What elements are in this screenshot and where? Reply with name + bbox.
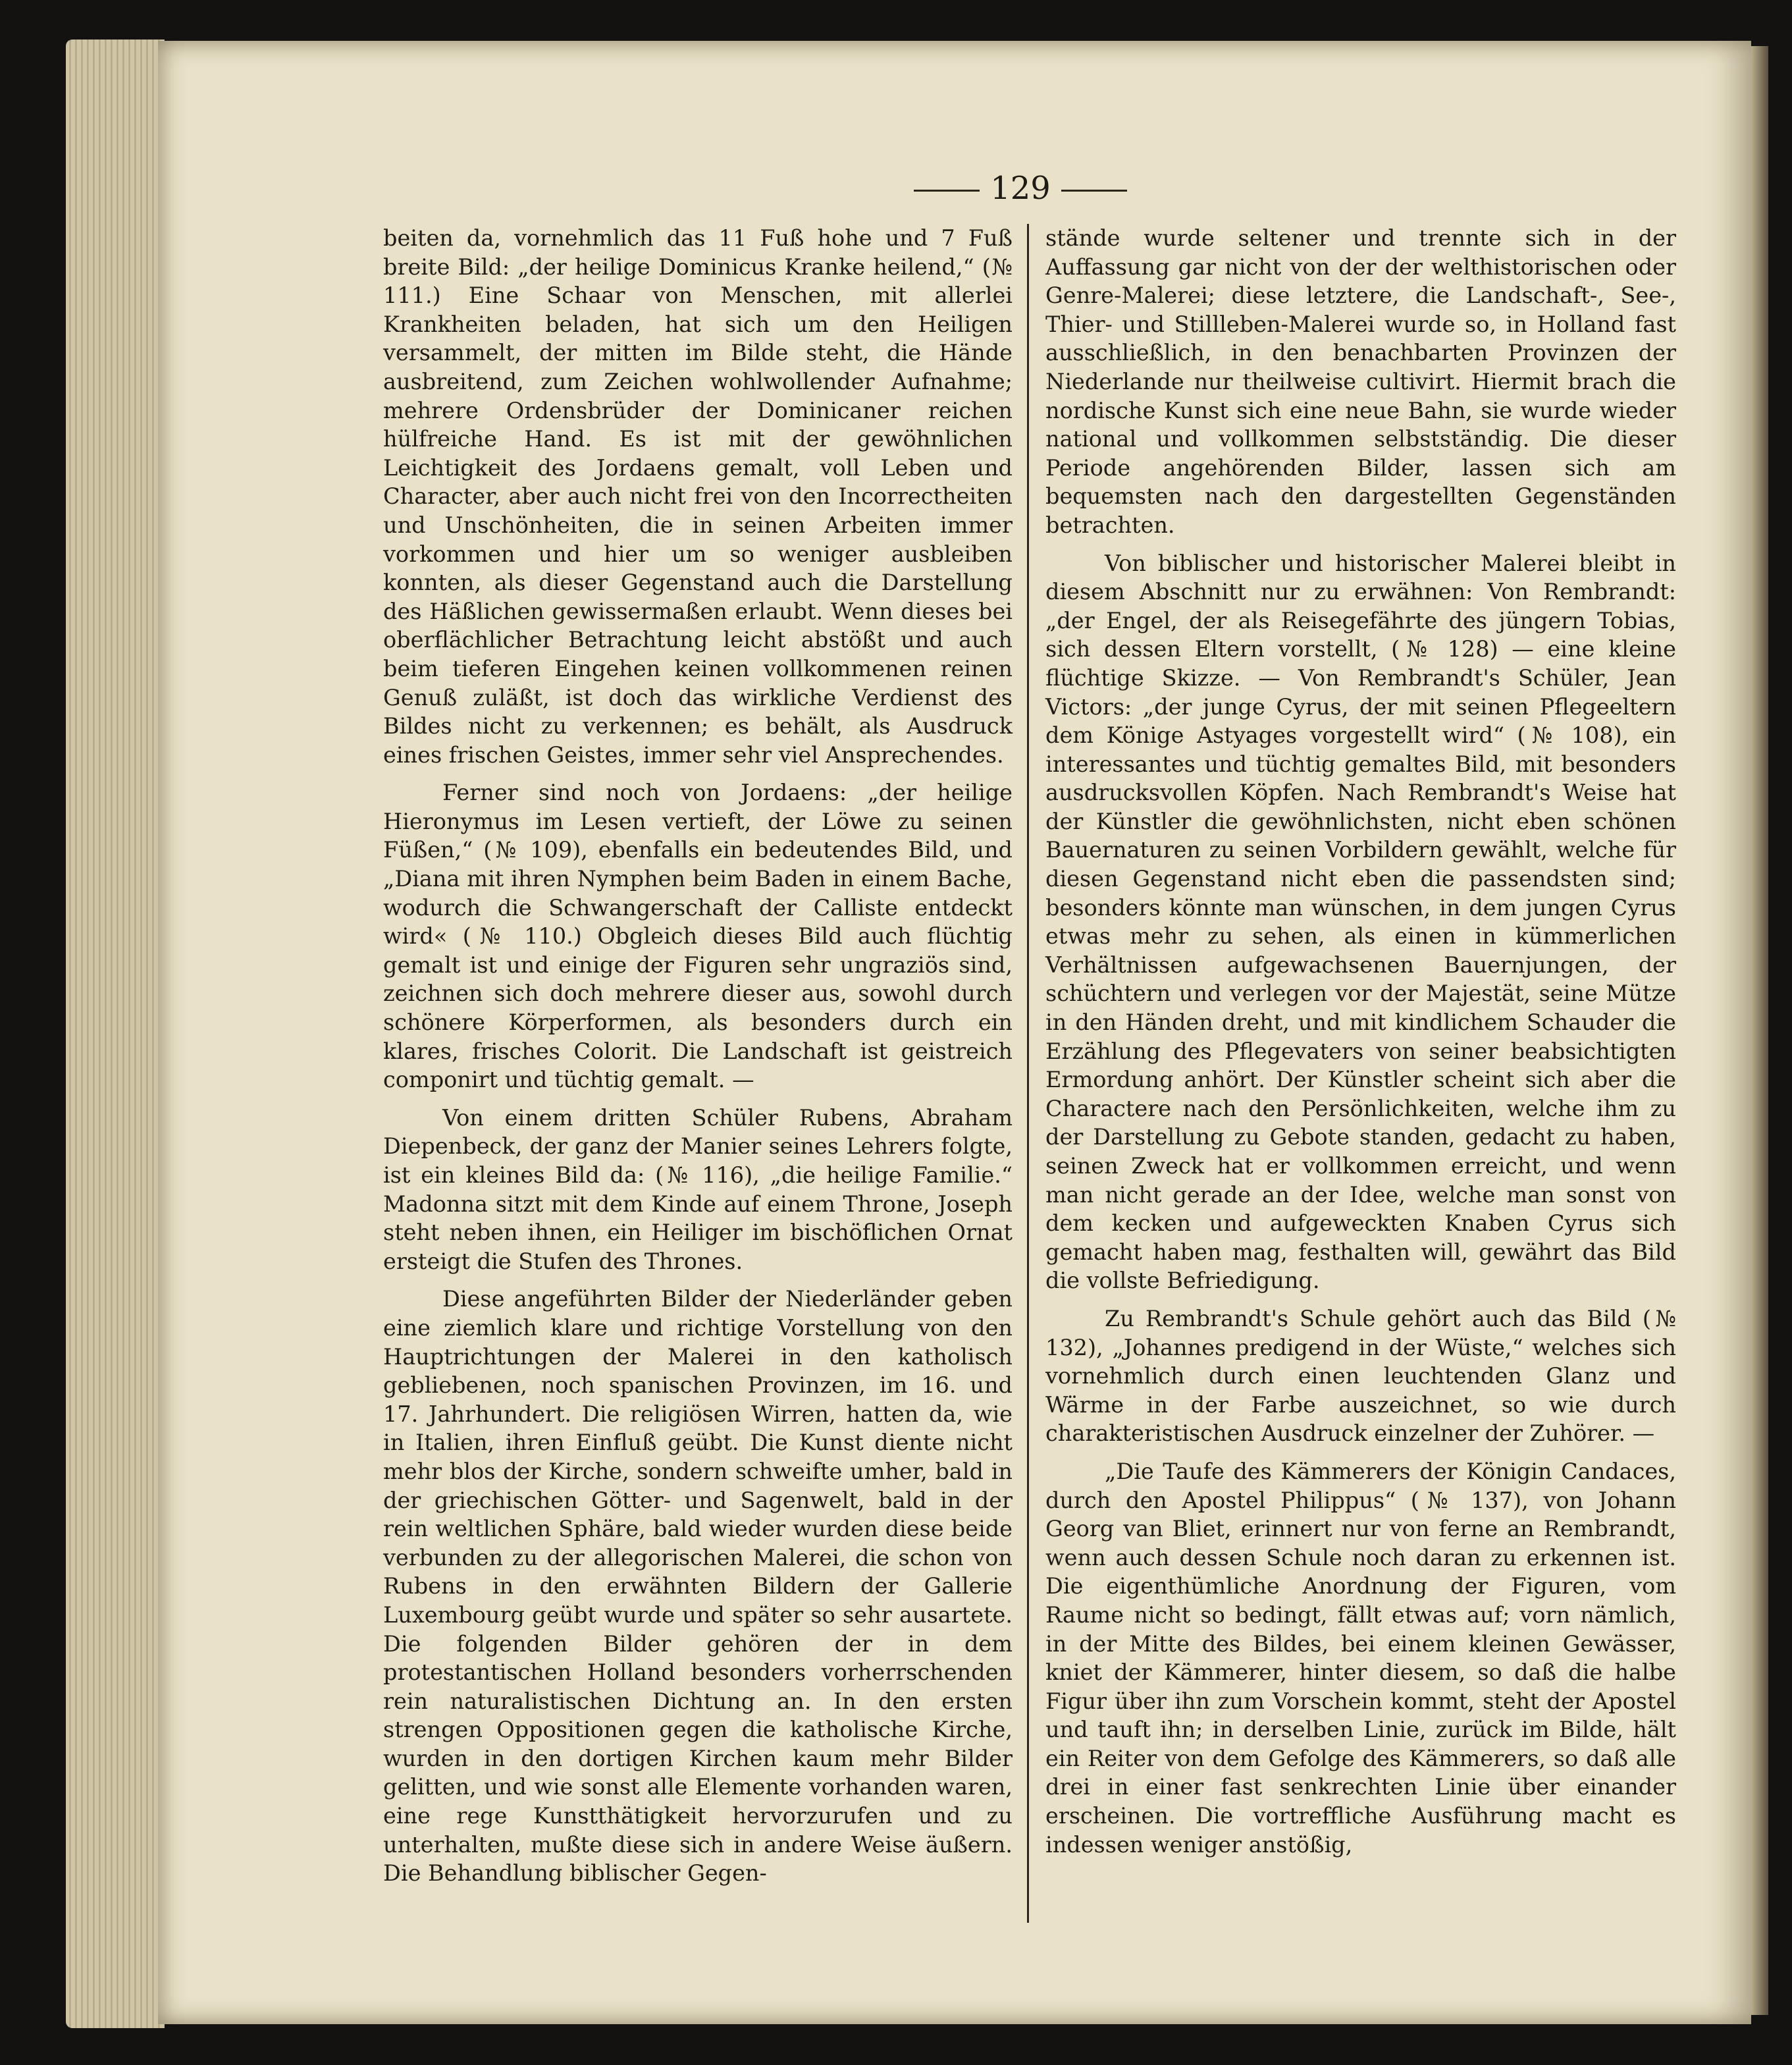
paragraph: Diese angeführten Bilder der Niederländer geben eine ziemlich klare und richtige Vorstellung von den Hauptrichtungen der Malerei in den katholisch gebliebenen, noch spanischen Provinzen, im 16. und 17. Jahrhundert. Die religiösen Wirren, hatten da, wie in Italien, ihren Einfluß geübt. Die Kunst diente nicht mehr blos der Kirche, sondern schweifte umher, bald in der griechischen Götter- und Sagenwelt, bald in der rein weltlichen Sphäre, bald wieder wurden diese beide verbunden zu der allegorischen Malerei, die schon von Rubens in den erwähnten Bildern der Gallerie Luxembourg geübt wurde und später so sehr ausartete. Die folgenden Bilder gehören der in dem protestantischen Holland besonders vorherrschenden rein naturalistischen Dichtung an. In den ersten strengen Oppositionen gegen die katholische Kirche, wurden in den dortigen Kirchen kaum mehr Bilder gelitten, und wie sonst alle Elemente vorhanden waren, eine rege Kunstthätigkeit hervorzurufen und zu unterhalten, mußte diese sich in andere Weise äußern. Die Behandlung biblischer Gegen- [383,1286,1013,1887]
left-column [383,224,1013,1888]
book-page-edges [66,40,165,2028]
paragraph: Ferner sind noch von Jordaens: „der heilige Hieronymus im Lesen vertieft, der Löwe zu seinen Füßen,“ (№ 109), ebenfalls ein bedeutendes Bild, und „Diana mit ihren Nymphen beim Baden in einem Bache, wodurch die Schwangerschaft der Calliste entdeckt wird« (№ 110.) Obgleich dieses Bild auch flüchtig gemalt ist und einige der Figuren sehr ungraziös sind, zeichnen sich doch mehrere dieser aus, sowohl durch schönere Körperformen, als besonders durch ein klares, frisches Colorit. Die Landschaft ist geistreich componirt und tüchtig gemalt. — [383,780,1013,1093]
header-dash-right [1061,190,1127,192]
paragraph: Von biblischer und historischer Malerei bleibt in diesem Abschnitt nur zu erwähnen: Von Rembrandt: „der Engel, der als Reisegefährte des jüngern Tobias, sich dessen Eltern vorstellt, (№ 128) — eine kleine flüchtige Skizze. — Von Rembrandt's Schüler, Jean Victors: „der junge Cyrus, der mit seinen Pflegeeltern dem Könige Astyages vorgestellt wird“ (№ 108), ein interessantes und tüchtig gemaltes Bild, mit besonders ausdrucksvollen Köpfen. Nach Rembrandt's Weise hat der Künstler die gewöhnlichsten, nicht eben schönen Bauernaturen zu seinen Vorbildern gewählt, welche für diesen Gegenstand nicht eben die passendsten sind; besonders könnte man wünschen, in dem jungen Cyrus etwas mehr zu sehen, als einen in kümmerlichen Verhältnissen aufgewachsenen Bauernjungen, der schüchtern und verlegen vor der Majestät, seine Mütze in den Händen dreht, und mit kindlichem Schauder die Erzählung des Pflegevaters von seiner beabsichtigten Ermordung anhört. Der Künstler scheint sich aber die Charactere nach den Persönlichkeiten, welche ihm zu der Darstellung zu Gebote standen, gedacht zu haben, seinen Zweck hat er vollkommen erreicht, und wenn man nicht gerade an der Idee, welche man sonst von dem kecken und aufgeweckten Knaben Cyrus sich gemacht haben mag, festhalten will, gewährt das Bild die vollste Befriedigung. [1045,550,1676,1294]
page-number: 129 [990,170,1051,207]
column-divider [1027,224,1029,1923]
paragraph: stände wurde seltener und trennte sich in der Auffassung gar nicht von der der welthistorischen oder Genre-Malerei; diese letztere, die Landschaft-, See-, Thier- und Stillleben-Malerei wurde so, in Holland fast ausschließlich, in den benachbarten Provinzen der Niederlande nur theilweise cultivirt. Hiermit brach die nordische Kunst sich eine neue Bahn, sie wurde wieder national und vollkommen selbstständig. Die dieser Periode angehörenden Bilder, lassen sich am bequemsten nach den dargestellten Gegenständen betrachten. [1045,225,1676,538]
page-header [889,170,1152,207]
paragraph: beiten da, vornehmlich das 11 Fuß hohe und 7 Fuß breite Bild: „der heilige Dominicus Kranke heilend,“ (№ 111.) Eine Schaar von Menschen, mit allerlei Krankheiten beladen, hat sich um den Heiligen versammelt, der mitten im Bilde steht, die Hände ausbreitend, zum Zeichen wohlwollender Aufnahme; mehrere Ordensbrüder der Dominicaner reichen hülfreiche Hand. Es ist mit der gewöhnlichen Leichtigkeit des Jordaens gemalt, voll Leben und Character, aber auch nicht frei von den Incorrectheiten und Unschönheiten, die in seinen Arbeiten immer vorkommen und hier um so weniger ausbleiben konnten, als dieser Gegenstand auch die Darstellung des Häßlichen gewissermaßen erlaubt. Wenn dieses bei oberflächlicher Betrachtung leicht abstößt und auch beim tieferen Eingehen keinen vollkommenen reinen Genuß zuläßt, ist doch das wirkliche Verdienst des Bildes nicht zu verkennen; es behält, als Ausdruck eines frischen Geistes, immer sehr viel Ansprechendes. [383,225,1013,768]
right-column [1045,224,1676,1859]
header-dash-left [914,190,980,192]
paragraph: Zu Rembrandt's Schule gehört auch das Bild (№ 132), „Johannes predigend in der Wüste,“ welches sich vornehmlich durch einen leuchtenden Glanz und Wärme in der Farbe auszeichnet, so wie durch charakteristischen Ausdruck einzelner der Zuhörer. — [1045,1305,1676,1447]
paragraph: „Die Taufe des Kämmerers der Königin Candaces, durch den Apostel Philippus“ (№ 137), von Johann Georg van Bliet, erinnert nur von ferne an Rembrandt, wenn auch dessen Schule noch daran zu erkennen ist. Die eigenthümliche Anordnung der Figuren, vom Raume nicht so bedingt, fällt etwas auf; vorn nämlich, in der Mitte des Bildes, bei einem kleinen Gewässer, kniet der Kämmerer, hinter diesem, so daß die halbe Figur über ihn zum Vorschein kommt, steht der Apostel und tauft ihn; in derselben Linie, zurück im Bilde, hält ein Reiter von dem Gefolge des Kämmerers, so daß alle drei in einer fast senkrechten Linie über einander erscheinen. Die vortreffliche Ausführung macht es indessen weniger anstößig, [1045,1458,1676,1858]
paragraph: Von einem dritten Schüler Rubens, Abraham Diepenbeck, der ganz der Manier seines Lehrers folgte, ist ein kleines Bild da: (№ 116), „die heilige Familie.“ Madonna sitzt mit dem Kinde auf einem Throne, Joseph steht neben ihnen, ein Heiliger im bischöflichen Ornat ersteigt die Stufen des Thrones. [383,1104,1013,1274]
page-right-shadow [1751,46,1768,2015]
